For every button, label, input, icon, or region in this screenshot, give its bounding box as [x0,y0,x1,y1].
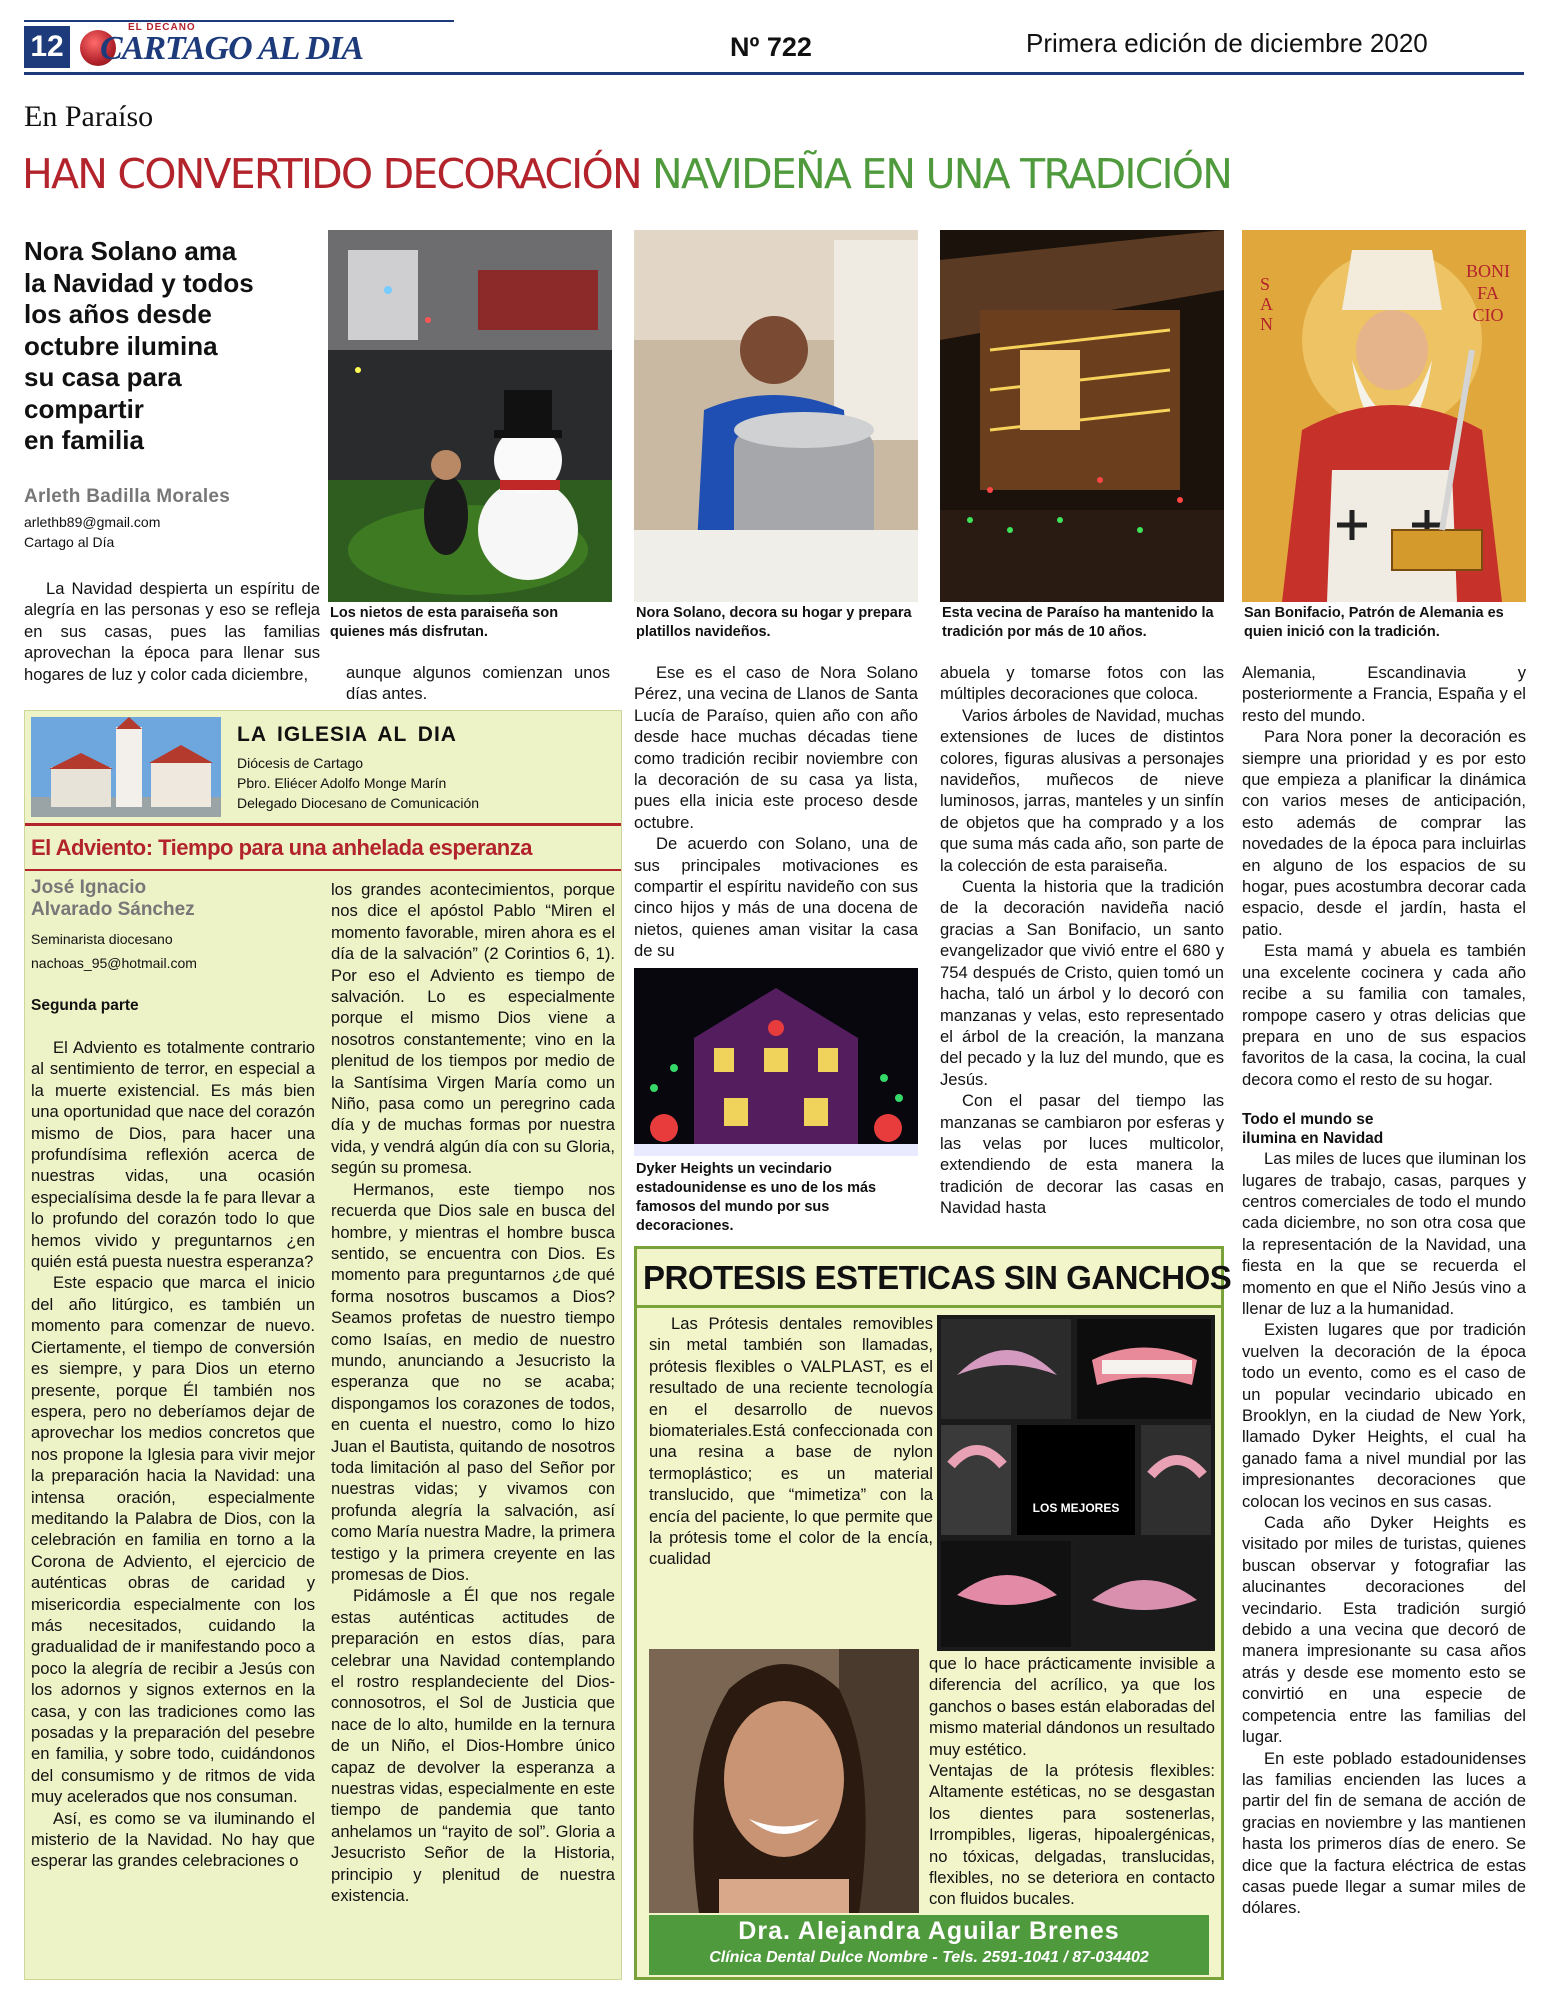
deck-line: los años desde [24,299,212,329]
ad-footer [649,1915,1209,1975]
article-deck [24,236,324,457]
byline-outlet: Cartago al Día [24,534,115,550]
ad-clinic-info: Clínica Dental Dulce Nombre - Tels. 2591-1041 / 87-034402 [709,1949,1149,1966]
paragraph: La Navidad despierta un espíritu de alegría en las personas y eso se refleja en sus casas, pues las familias aprovechan la época para llenar sus hogares de luz y color cada diciembre, [24,579,320,684]
caption-saint: San Bonifacio, Patrón de Alemania es quien inició con la tradición. [1244,605,1504,640]
ad-title: PROTESIS ESTETICAS SIN GANCHOS [643,1259,1232,1296]
caption-house-night: Esta vecina de Paraíso ha mantenido la tradición por más de 10 años. [942,605,1214,640]
ad-paragraph: Las Prótesis dentales removibles sin metal también son llamadas, prótesis flexibles o VALPLAST, es el resultado de una reciente tecnología en el desarrollo de nuevos biomateriales.Está confeccionada con una resina a base de nylon termoplástico; es un material translucido, que “mimetiza” con la encía del paciente, lo que permite que la prótesis tome el color de la encía, cualidad [649,1314,933,1569]
paragraph: Las miles de luces que iluminan los lugares de trabajo, casas, parques y centros comerciales de todo el mundo cada diciembre, no son otra cosa que la representación de la Navidad, una fiesta en la que se recuerda el momento en que el Niño Jesús vino a llenar de luz a la humanidad. [1242,1149,1526,1318]
ad-paragraph: que lo hace prácticamente invisible a diferencia del acrílico, ya que los ganchos o bases están elaboradas del mismo material dándonos un resultado muy estético. [929,1654,1215,1759]
headline-red: HAN CONVERTIDO DECORACIÓN [22,150,641,198]
icon-letters-left: SAN [1260,274,1273,334]
issue-number: Nº 722 [730,32,812,62]
church-section-title: LA IGLESIA AL DIA [237,723,457,746]
headline-green: NAVIDEÑA EN UNA TRADICIÓN [652,150,1232,198]
church-role: Seminarista diocesano [31,931,173,947]
church-header [25,711,621,826]
deck-line: la Navidad y todos [24,267,254,298]
ad-doctor-name: Dra. Alejandra Aguilar Brenes [738,1917,1120,1945]
paragraph: Existen lugares que por tradición vuelven la decoración de la época todo un evento, como es el caso de un popular vecindario ubicado en Brooklyn, en la ciudad de New York, llamado Dyker Heights, el cual ha ganado fama a nivel mundial por las impresionantes decoraciones que colocan los vecinos en sus casas. [1242,1320,1526,1511]
church-email: nachoas_95@hotmail.com [31,955,197,971]
logo [76,22,364,70]
ad-title-rule [637,1305,1221,1308]
dental-ad [634,1246,1232,1980]
paragraph: Hermanos, este tiempo nos recuerda que Dios sale en busca del hombre, y mientras el hombre busca sentido, se encuentra con Dios. Es momento para preguntarnos ¿de qué forma nosotros buscamos a Dios? Seamos profetas de nuestro tiempo como Isaías, en medio de nuestro mundo, anunciando a Jesucristo la esperanza que no se acaba; dispongamos los corazones de todos, en cuenta el nuestro, como lo hizo Juan el Bautista, quitando de nosotros toda limitación al paso del Señor por nuestras vidas; y vivamos con profunda alegría la salvación, así como María nuestra Madre, la primera testigo y la primera creyente en las promesas de Dios. [331,1179,615,1584]
photo-dyker-heights [634,968,918,1156]
byline-author: Arleth Badilla Morales [24,486,231,507]
church-line: Delegado Diocesano de Comunicación [237,795,480,811]
logo-small-text: EL DECANO [128,22,196,33]
caption-dyker: Dyker Heights un vecindario estadounidense es uno de los más famosos del mundo por sus decoraciones. [636,1161,877,1234]
article-col5 [1242,662,1526,1919]
paragraph: Para Nora poner la decoración es siempre una prioridad y es por esto que empieza a planificar la dinámica con varios meses de anticipación, esto además de comprar las novedades de la época para incluirlas en alguno de los espacios de su hogar, pues acostumbra decorar cada espacio, desde el jardín, hasta el patio. [1242,727,1526,939]
photo-house-night [940,230,1224,602]
church-col1 [31,996,315,1872]
caption-snowman: Los nietos de esta paraiseña son quienes más disfrutan. [330,605,559,640]
article-col1 [24,578,320,685]
paragraph: Con el pasar del tiempo las manzanas se cambiaron por esferas y las velas por luces multicolor, extendiendo de esta manera la tradición de decorar las casas en Navidad hasta [940,1091,1224,1218]
church-col2 [331,879,615,1907]
logo-main-text: CARTAGO AL DIA [100,30,364,67]
paragraph: En este poblado estadounidenses las familias encienden las luces a partir del fin de semana de acción de gracias en noviembre y las mantienen hasta los primeros días de enero. Se dice que la factura eléctrica de estas casas puede llegar a sumar miles de dólares. [1242,1748,1526,1918]
paragraph: Varios árboles de Navidad, muchas extensiones de luces de distintos colores, figuras alusivas a personajes navideños, muñecos de nieve luminosos, jarras, manteles y un sinfín de objetos que ha comprado y a los que suma más cada año, son parte de la colección de esta paraiseña. [940,705,1224,875]
paragraph: aunque algunos comienzan unos días antes. [346,663,610,704]
paragraph: De acuerdo con Solano, una de sus principales motivaciones es compartir el espíritu navideño con sus cinco hijos y más de una docena de nietos, quienes aman visitar la casa de su [634,834,918,961]
article-col4 [940,662,1224,1219]
article-col2 [346,662,610,705]
photo-kitchen [634,230,918,602]
paragraph: Alemania, Escandinavia y posteriormente a Francia, España y el resto del mundo. [1242,663,1526,725]
paragraph: los grandes acontecimientos, porque nos dice el apóstol Pablo “Miren el momento favorable, miren ahora es el día de la salvación” (2 Corintios 6, 1). Por eso el Adviento es tiempo de salvación. Lo es especialmente porque el mismo Dios viene a nosotros constantemente; vino en la plenitud de los tiempos por medio de la Santísima Virgen María como un Niño, pasa como un peregrino cada día y de muchas formas por nuestra vida, y vendrá algún día con su Gloria, según su promesa. [331,880,615,1178]
church-subhead: Segunda parte [31,997,139,1014]
photo-snowman [328,230,612,602]
paragraph: Esta mamá y abuela es también una excelente cocinera y cada año recibe a su familia con tamales, rompope casero y otras delicias que prepara en uno de sus espacios favoritos de la casa, la cocina, la cual decora como el resto de su hogar. [1242,941,1526,1089]
article-kicker: En Paraíso [24,100,154,133]
caption-kitchen: Nora Solano, decora su hogar y prepara platillos navideños. [636,605,912,640]
church-author: José Ignacio [31,877,147,898]
article-headline [22,150,1532,198]
masthead [24,20,1524,76]
paragraph: Así, es como se va iluminando el misterio de la Navidad. No hay que esperar las grandes celebraciones o [31,1808,315,1871]
article-col3 [634,662,918,962]
deck-line: su casa para [24,362,182,392]
paragraph: Este espacio que marca el inicio del año litúrgico, es también un momento para comenzar de nuevo. Ciertamente, el tiempo de conversión es siempre, y para Dios un eterno presente, porque Él también nos espera, pero no deberíamos dejar de aprovechar los medios concretos que nos propone la Iglesia para vivir mejor la preparación hacia la Navidad: una intensa oración, especialmente meditando la Palabra de Dios, con la celebración en familia en torno a la Corona de Adviento, el ejercicio de auténticas obras de caridad y misericordia especialmente con los más necesitados, cuidando la gradualidad de ir manifestando poco a poco la alegría de recibir a Jesús con los adornos y signos externos en la casa, y con las tradiciones como las posadas y la preparación del pesebre en familia, y sobre todo, cuidándonos del consumismo y de ritmos de vida muy acelerados que nos consuman. [31,1273,315,1807]
deck-line: octubre ilumina [24,330,218,361]
paragraph: abuela y tomarse fotos con las múltiples decoraciones que coloca. [940,663,1224,704]
ad-collage-label: LOS MEJORES [1032,1501,1120,1515]
article-byline [24,486,324,550]
church-headline: El Adviento: Tiempo para una anhelada esperanza [31,835,532,860]
deck-line: compartir [24,393,144,424]
deck-line: en familia [24,425,144,455]
ad-body-top [649,1313,933,1570]
ad-doctor-photo [649,1649,919,1913]
masthead-bottom-rule [24,72,1524,75]
paragraph: El Adviento es totalmente contrario al sentimiento de terror, en especial a la muerte existencial. Es más bien una oportunidad que nace del corazón mismo de Dios, para hacer una profundísima reflexión acerca de nuestras vidas, una ocasión especialísima desde la fe para llevar a lo profundo del corazón todo lo que hemos vivido y preguntarnos ¿en quién está puesta nuestra esperanza? [31,1038,315,1272]
church-line: Diócesis de Cartago [237,755,364,771]
church-headline-rule [25,869,621,871]
church-byline [31,877,321,971]
paragraph: Cuenta la historia que la tradición de la decoración navideña nació gracias a San Bonifacio, un santo evangelizador que vivió entre el 680 y 754 después de Cristo, quien tomó un hacha, taló un árbol y lo decoró con manzanas y velas, esto representado el árbol de la creación, la manzana del pecado y la luz del mundo, que es Jesús. [940,877,1224,1089]
subhead-line: ilumina en Navidad [1242,1130,1384,1148]
subhead-line: Todo el mundo se [1242,1111,1374,1129]
ad-body-bottom [929,1653,1215,1910]
church-section [24,710,622,1980]
church-author: Alvarado Sánchez [31,899,195,920]
paragraph: Cada año Dyker Heights es visitado por miles de turistas, quienes buscan observar y fotografiar las alucinantes decoraciones del vecindario. Esta tradición surgió debido a una vecina que decoró de manera impresionante su casa años atrás y desde ese momento esto se convirtió en una especie de competencia entre las familias del lugar. [1242,1513,1526,1747]
paragraph: Ese es el caso de Nora Solano Pérez, una vecina de Llanos de Santa Lucía de Paraíso, quien año con año desde hace muchas décadas tiene como tradición recibir noviembre con la decoración de su casa ya lista, pues ella inicia este proceso desde octubre. [634,663,918,832]
icon-letters-right: BONI FA CIO [1466,261,1510,325]
photo-saint-icon [1242,230,1526,602]
deck-line: Nora Solano ama [24,236,237,266]
paragraph: Pidámosle a Él que nos regale estas auténticas actitudes de preparación en estos días, para celebrar una Navidad contemplando el rostro resplandeciente del Dios-connosotros, el Sol de Justicia que nace de lo alto, humilde en la ternura de un Niño, el Dios-Hombre único capaz de devolver la esperanza a nuestras vidas, especialmente en este tiempo de pandemia que tanto anhelamos un “rayito de sol”. Gloria a Jesucristo Señor de la Historia, principio y plenitud de nuestra existencia. [331,1586,615,1906]
byline-email: arlethb89@gmail.com [24,514,161,530]
ad-paragraph: Ventajas de la prótesis flexibles: Altamente estéticas, no se desgastan los dientes para sostenerlas, Irrompibles, ligeras, hipoalergénicas, no tóxicas, delgadas, translucidas, flexibles, no se deteriora en contacto con fluidos bucales. [929,1761,1215,1909]
church-photo [31,717,221,817]
church-line: Pbro. Eliécer Adolfo Monge Marín [237,775,447,791]
ad-dentures-collage [937,1315,1215,1651]
page-number: 12 [24,26,70,68]
edition-date: Primera edición de diciembre 2020 [1026,28,1428,58]
